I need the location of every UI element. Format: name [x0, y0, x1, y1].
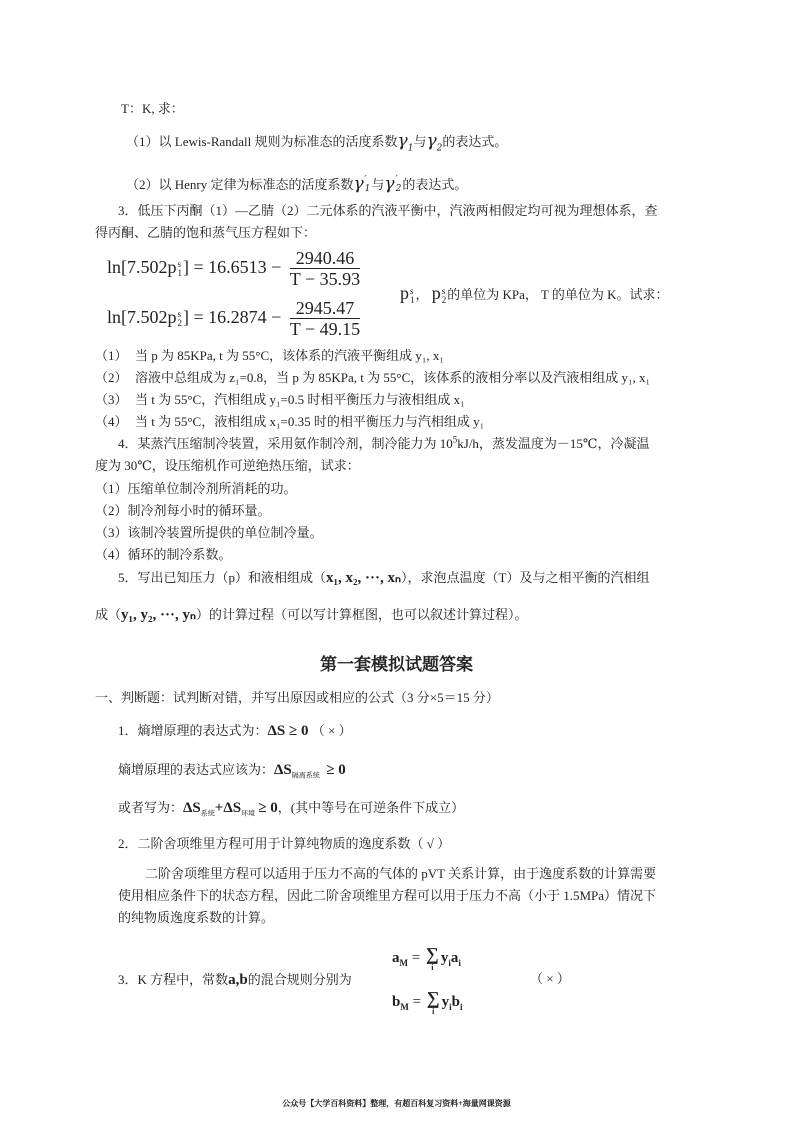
text: ），求泡点温度（T）及与之相平衡的汽相组 [401, 570, 650, 585]
sup: s [441, 286, 446, 297]
sub: 1 [410, 295, 415, 306]
math: ≥ 0 [326, 762, 346, 778]
sub: i [460, 1002, 463, 1012]
math: a [392, 950, 400, 966]
answer-3-mark: （ × ） [530, 971, 570, 986]
text: （2）以 Henry 定律为标准态的活度系数 [126, 177, 354, 192]
paragraph-line: 二阶舍项维里方程可以适用于压力不高的气体的 pVT 关系计算，由于逸度系数的计算需要 [145, 866, 657, 881]
prime: ′ [364, 174, 367, 185]
list-item [95, 347, 444, 365]
item-text: 当 p 为 85KPa, t 为 55°C，该体系的汽液平衡组成 y₁, x₁ [135, 348, 444, 363]
mixing-rule-a [392, 940, 461, 976]
sub: 2 [436, 143, 443, 154]
sup: s [177, 258, 182, 269]
sup-sub-stack [442, 287, 447, 305]
sum-symbol [427, 989, 440, 1016]
item-label: （4） [95, 414, 128, 429]
q3-intro-1: 3．低压下丙酮（1）—乙腈（2）二元体系的汽液平衡中，汽液两相假定均可视为理想体系，查 [118, 203, 658, 218]
gamma: γ [426, 131, 437, 151]
sub: i [449, 1002, 452, 1012]
text: 成（ [95, 607, 122, 622]
sum-symbol [426, 945, 439, 972]
math: b [392, 994, 401, 1010]
denominator: T − 49.15 [289, 319, 361, 340]
mixing-rule-b [392, 984, 463, 1020]
gamma1 [397, 131, 414, 154]
item-label: （1） [95, 348, 128, 363]
list-item: （4）循环的制冷系数。 [95, 547, 232, 562]
math: ΔS [183, 800, 201, 816]
math: y [440, 950, 449, 966]
equation-1 [107, 244, 360, 290]
answer-3 [118, 970, 352, 990]
text: 的表达式。 [402, 177, 468, 192]
fraction [290, 248, 360, 289]
math: ΔS [274, 762, 292, 778]
eq-lhs: ln[7.502p [107, 257, 177, 277]
paragraph-line: 使用相应条件下的状态方程，因此二阶舍项维里方程可以用于压力不高（小于 1.5MPa）情况下 [118, 888, 657, 903]
list-item: （1）压缩单位制冷剂所消耗的功。 [95, 481, 297, 496]
math: ≥ 0 [258, 800, 278, 816]
math: +ΔS [214, 800, 242, 816]
section-heading: 一、判断题：试判断对错，并写出原因或相应的公式（3 分×5＝15 分） [95, 690, 499, 705]
eq-rhs: ] = 16.2874 − [183, 307, 282, 327]
sup-sub-stack [178, 260, 183, 278]
text: kJ/h，蒸发温度为－15℃，冷凝温 [457, 436, 650, 451]
sub: 系统 [200, 809, 215, 818]
prime-sub-stack [396, 176, 402, 194]
sigma: ∑ [426, 988, 440, 1009]
given-units: T：K, 求： [121, 101, 184, 116]
text: 4．某蒸汽压缩制冷装置，采用氨作制冷剂，制冷能力为 10 [118, 436, 453, 451]
math: b [451, 994, 461, 1010]
list-item [95, 413, 484, 431]
list-item: （3）该制冷装置所提供的单位制冷量。 [95, 525, 323, 540]
q2-part2 [126, 172, 467, 197]
gamma1-prime [354, 174, 372, 194]
gamma: γ [397, 131, 408, 151]
list-item: （2）制冷剂每小时的循环量。 [95, 503, 271, 518]
item-label: （3） [95, 392, 128, 407]
fraction [290, 298, 360, 339]
eq-lhs: ln[7.502p [107, 307, 177, 327]
text: 与 [413, 134, 427, 149]
numerator: 2945.47 [290, 298, 360, 319]
gamma: γ [353, 174, 364, 194]
sub: 1 [177, 267, 182, 278]
text: ，(其中等号在可逆条件下成立） [277, 800, 465, 815]
sigma: ∑ [425, 944, 439, 965]
text: 与 [371, 177, 385, 192]
sub: 2 [177, 317, 182, 328]
index: i [432, 1007, 435, 1017]
text: 3．K 方程中，常数 [118, 972, 229, 987]
q4-line1 [118, 435, 649, 453]
sup-sub-stack [410, 287, 415, 305]
denominator: T − 35.93 [289, 269, 361, 290]
sub: 隔离系统 [291, 771, 320, 780]
text: 或者写为： [118, 800, 184, 815]
answer-1 [118, 720, 352, 742]
answer-1-alt [118, 796, 464, 820]
sub: 1 [407, 143, 414, 154]
sub: 2 [395, 183, 402, 194]
q5-line1 [118, 567, 649, 589]
text: 5．写出已知压力（p）和液相组成（ [118, 570, 327, 585]
answers-title: 第一套模拟试题答案 [320, 655, 473, 675]
sub: 2 [441, 295, 447, 306]
sup: 5 [452, 434, 458, 445]
footer-note: 公众号【大学百科资料】整理，有超百科复习资料+海量网课资源 [282, 1099, 511, 1108]
text: 1．熵增原理的表达式为： [118, 723, 268, 738]
q3-intro-2: 得丙酮、乙腈的饱和蒸气压方程如下： [95, 225, 317, 240]
q5-line2 [95, 604, 528, 626]
sub: 环境 [241, 809, 256, 818]
text: 熵增原理的表达式应该为： [118, 762, 275, 777]
math: a,b [228, 972, 248, 988]
sup: s [410, 286, 414, 297]
sup-sub-stack [178, 310, 183, 328]
eq-rhs: ] = 16.6513 − [183, 257, 282, 277]
item-text: 当 t 为 55°C，汽相组成 y₁=0.5 时相平衡压力与液相组成 x₁ [135, 392, 465, 407]
answer-1-fix [118, 758, 346, 782]
sub: M [399, 958, 408, 968]
prime: ′ [395, 174, 398, 185]
q2-part1 [126, 130, 507, 159]
q4-line2: 度为 30℃，设压缩机作可逆绝热压缩，试求： [95, 458, 360, 473]
math: a [450, 950, 459, 966]
index: i [431, 963, 434, 973]
math: y [441, 994, 450, 1010]
list-item [95, 369, 650, 387]
answer-2: 2．二阶舍项维里方程可用于计算纯物质的逸度系数（ √ ） [118, 836, 451, 851]
mark: （ × ） [311, 723, 352, 738]
gamma2 [426, 131, 443, 154]
prime-sub-stack [365, 176, 371, 194]
text: （1）以 Lewis-Randall 规则为标准态的活度系数 [126, 134, 398, 149]
math: y₁, y₂, ···, yₙ [121, 607, 196, 623]
text: ）的计算过程（可以写计算框图，也可以叙述计算过程）。 [196, 607, 528, 622]
units-note: p s 1 ， p s 2 的单位为 KPa， T 的单位为 K。试求： [400, 283, 669, 306]
gamma: γ [384, 174, 395, 194]
item-text: 溶液中总组成为 z₁=0.8，当 p 为 85KPa, t 为 55°C，该体系的液相分率以及汽液相组成 y₁, x₁ [135, 370, 651, 385]
gamma2-prime [384, 174, 402, 194]
sub: 1 [364, 183, 371, 194]
paragraph-line: 的纯物质逸度系数的计算。 [118, 910, 275, 925]
equation-2 [107, 294, 360, 340]
text: 的混合规则分别为 [247, 972, 352, 987]
p: p [431, 283, 441, 303]
math: x₁, x₂, ···, xₙ [326, 570, 401, 586]
list-item [95, 391, 465, 409]
text: 的表达式。 [442, 134, 508, 149]
text: 的单位为 KPa， T 的单位为 K。试求： [447, 287, 669, 302]
numerator: 2940.46 [290, 248, 360, 269]
sub: i [458, 958, 461, 968]
math: ΔS ≥ 0 [267, 723, 309, 739]
math: = [412, 994, 422, 1010]
sup: s [177, 308, 182, 319]
sub: i [448, 958, 451, 968]
item-label: （2） [95, 370, 128, 385]
sub: M [400, 1002, 409, 1012]
p: p [400, 283, 409, 303]
item-text: 当 t 为 55°C，液相组成 x₁=0.35 时的相平衡压力与汽相组成 y₁ [135, 414, 485, 429]
math: = [411, 950, 421, 966]
